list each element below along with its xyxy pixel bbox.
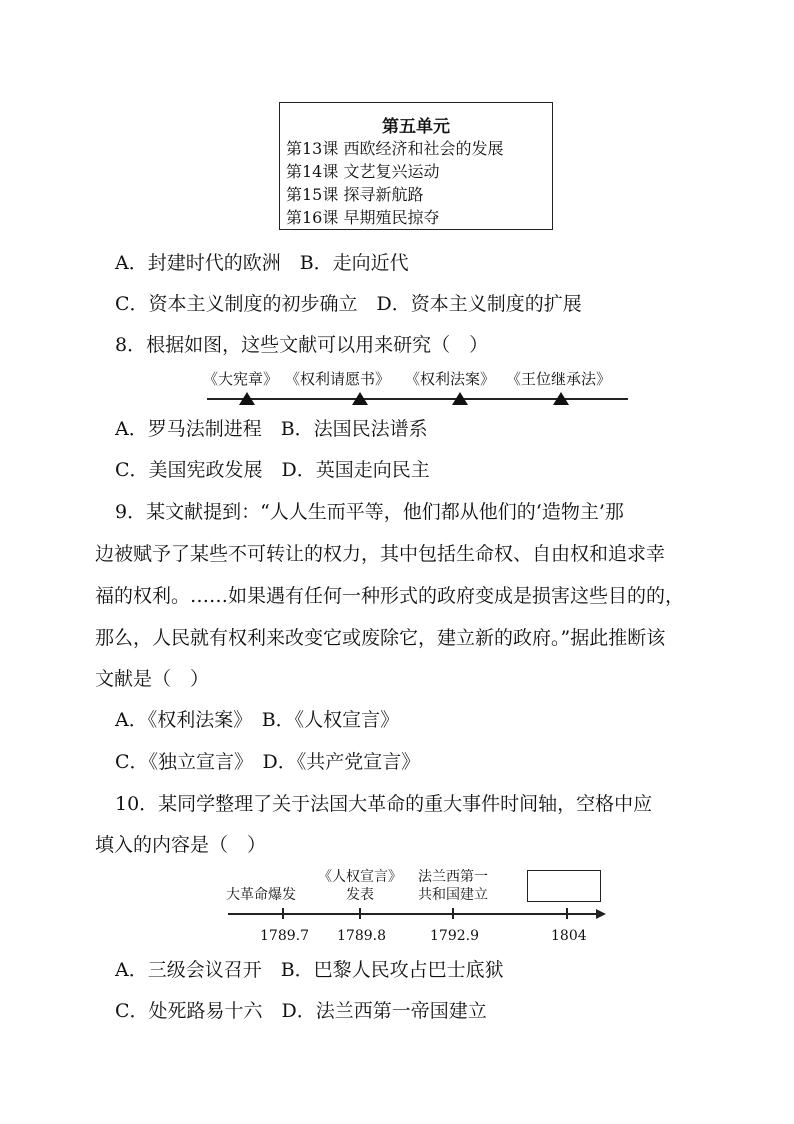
q9-stem-line-1: 9．某文献提到：“人人生而平等，他们都从他们的‘造物主’那 — [115, 501, 624, 523]
q8-options-cd: C．美国宪政发展 D．英国走向民主 — [115, 459, 430, 481]
q10-event-2-label-line2: 发表 — [346, 887, 374, 903]
q10-event-3-label-line2: 共和国建立 — [418, 887, 488, 903]
unit-title: 第五单元 — [382, 117, 450, 137]
q10-date-1: 1789.7 — [260, 928, 309, 944]
q10-date-4: 1804 — [551, 928, 587, 944]
q10-event-3-label-line1: 法兰西第一 — [418, 869, 488, 885]
q8-timeline-marker-4 — [553, 392, 569, 405]
q10-tick-2 — [359, 908, 361, 919]
q10-event-3-label — [408, 868, 498, 904]
unit-lesson-13: 第13课 西欧经济和社会的发展 — [286, 139, 504, 158]
q10-timeline-axis — [228, 913, 598, 915]
q8-timeline-marker-2 — [352, 392, 368, 405]
q9-options-cd: C．《独立宣言》 D．《共产党宣言》 — [115, 751, 421, 773]
unit-lesson-16: 第16课 早期殖民掠夺 — [286, 208, 440, 227]
unit-lesson-15: 第15课 探寻新航路 — [286, 185, 424, 204]
q10-stem-line-1: 10．某同学整理了关于法国大革命的重大事件时间轴，空格中应 — [115, 793, 653, 815]
q10-options-cd: C．处死路易十六 D．法兰西第一帝国建立 — [115, 1000, 487, 1022]
q10-timeline-arrow-icon — [596, 909, 606, 919]
q10-tick-4 — [566, 908, 568, 919]
q10-date-3: 1792.9 — [430, 928, 479, 944]
q10-event-2-label-line1: 《人权宣言》 — [318, 869, 402, 885]
q8-timeline-marker-3 — [452, 392, 468, 405]
q7-options-ab: A．封建时代的欧洲 B．走向近代 — [115, 252, 409, 274]
q8-timeline-label-4: 《王位继承法》 — [506, 370, 612, 388]
q10-event-1-label: 大革命爆发 — [226, 887, 296, 903]
q8-options-ab: A．罗马法制进程 B．法国民法谱系 — [115, 418, 428, 440]
q10-tick-3 — [452, 908, 454, 919]
q8-timeline-marker-1 — [239, 392, 255, 405]
q10-event-2-label — [310, 868, 410, 904]
q9-stem-line-5: 文献是（ ） — [95, 668, 210, 690]
q10-tick-1 — [282, 908, 284, 919]
q10-date-2: 1789.8 — [337, 928, 386, 944]
unit-outline-box — [279, 102, 553, 230]
q9-stem-line-3: 福的权利。……如果遇有任何一种形式的政府变成是损害这些目的的， — [95, 585, 685, 607]
unit-lesson-14: 第14课 文艺复兴运动 — [286, 162, 440, 181]
q10-blank-answer-box — [527, 870, 601, 902]
q8-stem: 8．根据如图，这些文献可以用来研究（ ） — [115, 334, 489, 356]
q9-options-ab: A．《权利法案》 B．《人权宣言》 — [115, 709, 400, 731]
q7-options-cd: C．资本主义制度的初步确立 D．资本主义制度的扩展 — [115, 293, 582, 315]
q8-timeline-label-3: 《权利法案》 — [405, 370, 496, 388]
q9-stem-line-2: 边被赋予了某些不可转让的权力，其中包括生命权、自由权和追求幸 — [95, 543, 666, 565]
q10-options-ab: A．三级会议召开 B．巴黎人民攻占巴士底狱 — [115, 959, 504, 981]
q8-timeline-label-1: 《大宪章》 — [203, 370, 279, 388]
q9-stem-line-4: 那么，人民就有权利来改变它或废除它，建立新的政府。”据此推断该 — [95, 627, 666, 649]
q8-timeline-label-2: 《权利请愿书》 — [285, 370, 391, 388]
q10-stem-line-2: 填入的内容是（ ） — [95, 834, 267, 856]
